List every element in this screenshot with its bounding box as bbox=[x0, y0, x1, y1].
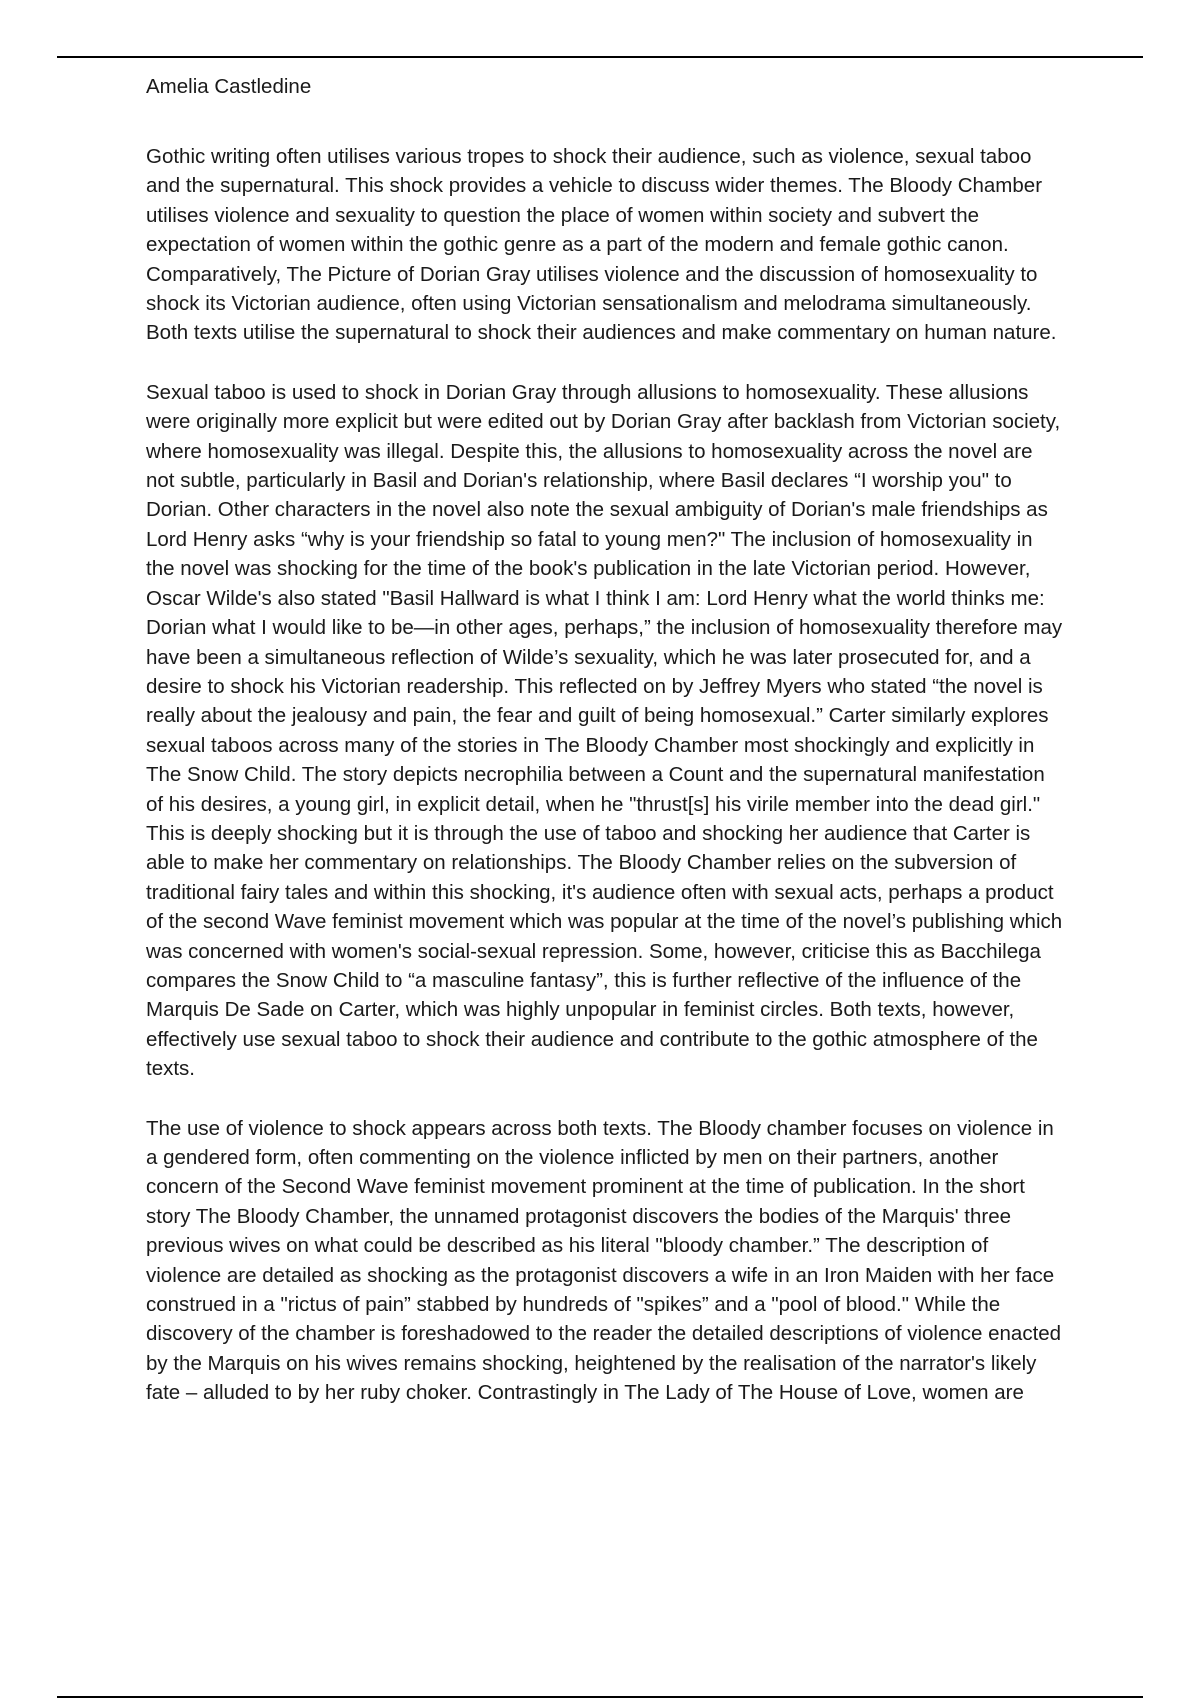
bottom-page-rule bbox=[57, 1696, 1143, 1698]
paragraph-introduction: Gothic writing often utilises various tropes to shock their audience, such as violence, sexual taboo and the supernatural. This shock provides a vehicle to discuss wider themes. The Bloody Chamber utilises violence and sexuality to question the place of women within society and subvert the expectation of women within the gothic genre as a part of the modern and female gothic canon. Comparatively, The Picture of Dorian Gray utilises violence and the discussion of homosexuality to shock its Victorian audience, often using Victorian sensationalism and melodrama simultaneously. Both texts utilise the supernatural to shock their audiences and make commentary on human nature. bbox=[146, 145, 1057, 345]
paragraph-violence: The use of violence to shock appears across both texts. The Bloody chamber focuses on violence in a gendered form, often commenting on the violence inflicted by men on their partners, another concern of the Second Wave feminist movement prominent at the time of publication. In the short story The Bloody Chamber, the unnamed protagonist discovers the bodies of the Marquis' three previous wives on what could be described as his literal "bloody chamber.” The description of violence are detailed as shocking as the protagonist discovers a wife in an Iron Maiden with her face construed in a "rictus of pain” stabbed by hundreds of "spikes” and a "pool of blood." While the discovery of the chamber is foreshadowed to the reader the detailed descriptions of violence enacted by the Marquis on his wives remains shocking, heightened by the realisation of the narrator's likely fate – alluded to by her ruby choker. Contrastingly in The Lady of The House of Love, women are bbox=[146, 1116, 1062, 1405]
document-body bbox=[146, 72, 1066, 1438]
paragraph-sexual-taboo: Sexual taboo is used to shock in Dorian Gray through allusions to homosexuality. These allusions were originally more explicit but were edited out by Dorian Gray after backlash from Victorian society, where homosexuality was illegal. Despite this, the allusions to homosexuality across the novel are not subtle, particularly in Basil and Dorian's relationship, where Basil declares “I worship you" to Dorian. Other characters in the novel also note the sexual ambiguity of Dorian's male friendships as Lord Henry asks “why is your friendship so fatal to young men?" The inclusion of homosexuality in the novel was shocking for the time of the book's publication in the late Victorian period. However, Oscar Wilde's also stated "Basil Hallward is what I think I am: Lord Henry what the world thinks me: Dorian what I would like to be—in other ages, perhaps,” the inclusion of homosexuality therefore may have been a simultaneous reflection of Wilde’s sexuality, which he was later prosecuted for, and a desire to shock his Victorian readership. This reflected on by Jeffrey Myers who stated “the novel is really about the jealousy and pain, the fear and guilt of being homosexual.” Carter similarly explores sexual taboos across many of the stories in The Bloody Chamber most shockingly and explicitly in The Snow Child. The story depicts necrophilia between a Count and the supernatural manifestation of his desires, a young girl, in explicit detail, when he "thrust[s] his virile member into the dead girl." This is deeply shocking but it is through the use of taboo and shocking her audience that Carter is able to make her commentary on relationships. The Bloody Chamber relies on the subversion of traditional fairy tales and within this shocking, it's audience often with sexual acts, perhaps a product of the second Wave feminist movement which was popular at the time of the novel’s publishing which was concerned with women's social-sexual repression. Some, however, criticise this as Bacchilega compares the Snow Child to “a masculine fantasy”, this is further reflective of the influence of the Marquis De Sade on Carter, which was highly unpopular in feminist circles. Both texts, however, effectively use sexual taboo to shock their audience and contribute to the gothic atmosphere of the texts. bbox=[146, 380, 1063, 1081]
top-page-rule bbox=[57, 56, 1143, 58]
author-name: Amelia Castledine bbox=[146, 75, 312, 98]
